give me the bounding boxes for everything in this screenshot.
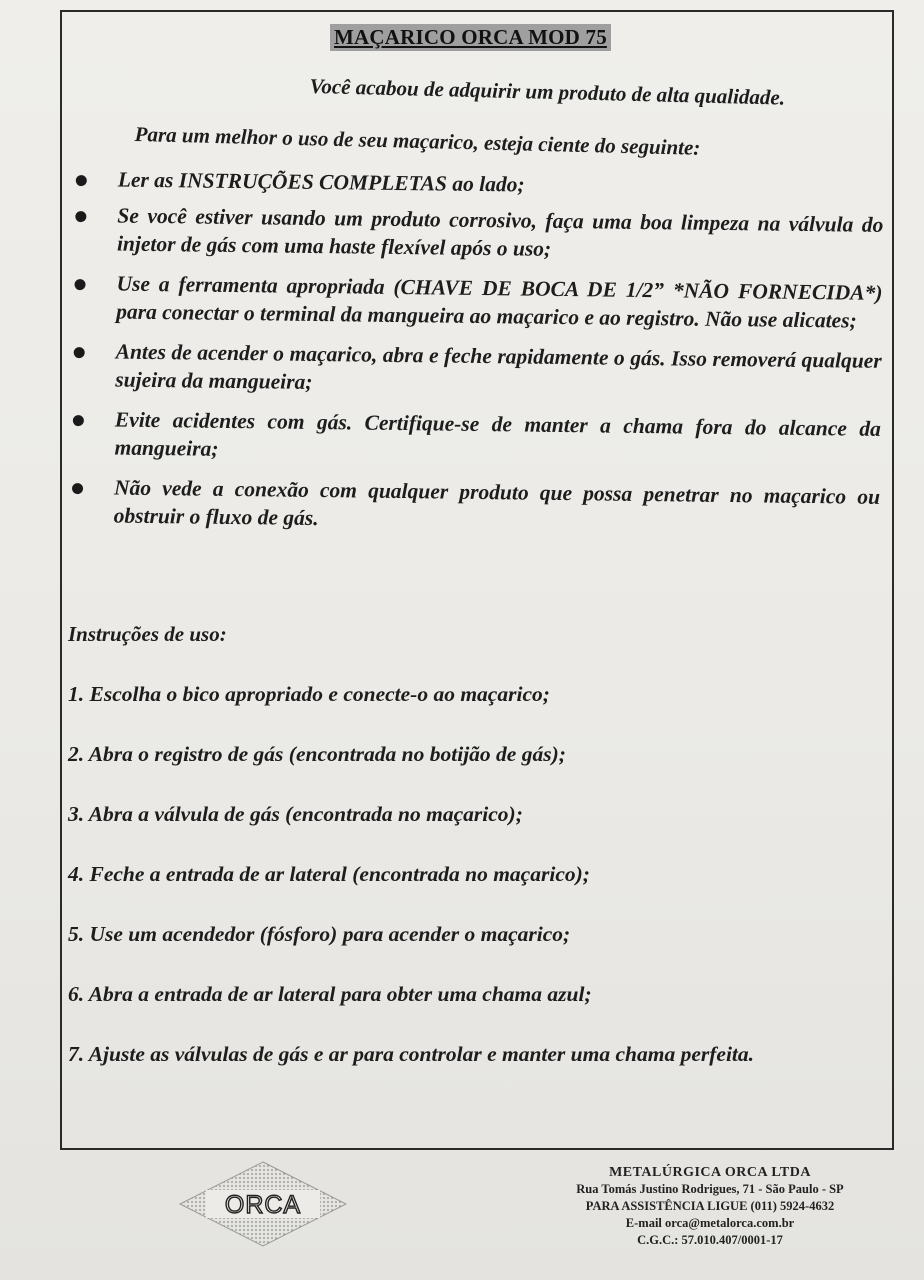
support-phone: PARA ASSISTÊNCIA LIGUE (011) 5924-4632 xyxy=(585,1199,835,1213)
orca-logo xyxy=(178,1160,348,1248)
company-info xyxy=(540,1164,880,1249)
step-item: 7. Ajuste as válvulas de gás e ar para controlar e manter uma chama perfeita. xyxy=(68,1042,755,1066)
precaution-text: Evite acidentes com gás. Certifique-se de manter a chama fora do alcance da mangueira; xyxy=(114,407,881,461)
precaution-item xyxy=(68,405,881,471)
precautions-list xyxy=(68,165,884,539)
bullet-dot-icon xyxy=(74,347,85,358)
precaution-item xyxy=(68,473,881,539)
step-item: 4. Feche a entrada de ar lateral (encontrada no maçarico); xyxy=(68,862,590,886)
company-name: METALÚRGICA ORCA LTDA xyxy=(609,1165,811,1180)
company-cgc: C.G.C.: 57.010.407/0001-17 xyxy=(637,1233,783,1247)
precaution-item xyxy=(71,201,884,267)
logo-wordmark: ORCA xyxy=(224,1191,302,1219)
step-item: 2. Abra o registro de gás (encontrada no botijão de gás); xyxy=(68,742,566,766)
steps-list xyxy=(68,680,888,1069)
precaution-text: Antes de acender o maçarico, abra e feche rapidamente o gás. Isso removerá qualquer sujeira da mangueira; xyxy=(115,339,882,394)
step-item: 5. Use um acendedor (fósforo) para acender o maçarico; xyxy=(68,922,571,946)
precaution-text: Use a ferramenta apropriada (CHAVE DE BOCA DE 1/2” *NÃO FORNECIDA*) para conectar o terminal da mangueira ao maçarico e ao registro. Não use alicates; xyxy=(116,271,883,333)
company-email: E-mail orca@metalorca.com.br xyxy=(625,1216,795,1230)
intro-line-1: Você acabou de adquirir um produto de alta qualidade. xyxy=(309,74,786,110)
bullet-dot-icon xyxy=(76,175,87,186)
document-title: MAÇARICO ORCA MOD 75 xyxy=(330,24,611,51)
step-item: 6. Abra a entrada de ar lateral para obter uma chama azul; xyxy=(68,982,592,1006)
instructions-heading: Instruções de uso: xyxy=(68,622,227,646)
precaution-text: Ler as INSTRUÇÕES COMPLETAS ao lado; xyxy=(117,167,525,197)
precaution-item xyxy=(70,269,883,335)
bullet-dot-icon xyxy=(73,415,84,426)
precaution-item xyxy=(69,337,882,403)
precaution-text: Se você estiver usando um produto corrosivo, faça uma boa limpeza na válvula do injetor de gás com uma haste flexível após o uso; xyxy=(116,203,884,261)
step-item: 3. Abra a válvula de gás (encontrada no maçarico); xyxy=(68,802,523,826)
step-item: 1. Escolha o bico apropriado e conecte-o ao maçarico; xyxy=(68,682,550,706)
company-address: Rua Tomás Justino Rodrigues, 71 - São Paulo - SP xyxy=(576,1182,844,1196)
bullet-dot-icon xyxy=(74,279,85,290)
intro-line-2: Para um melhor o uso de seu maçarico, esteja ciente do seguinte: xyxy=(134,122,701,160)
bullet-dot-icon xyxy=(75,211,86,222)
bullet-dot-icon xyxy=(72,483,83,494)
precaution-text: Não vede a conexão com qualquer produto que possa penetrar no maçarico ou obstruir o fluxo de gás. xyxy=(113,475,881,531)
